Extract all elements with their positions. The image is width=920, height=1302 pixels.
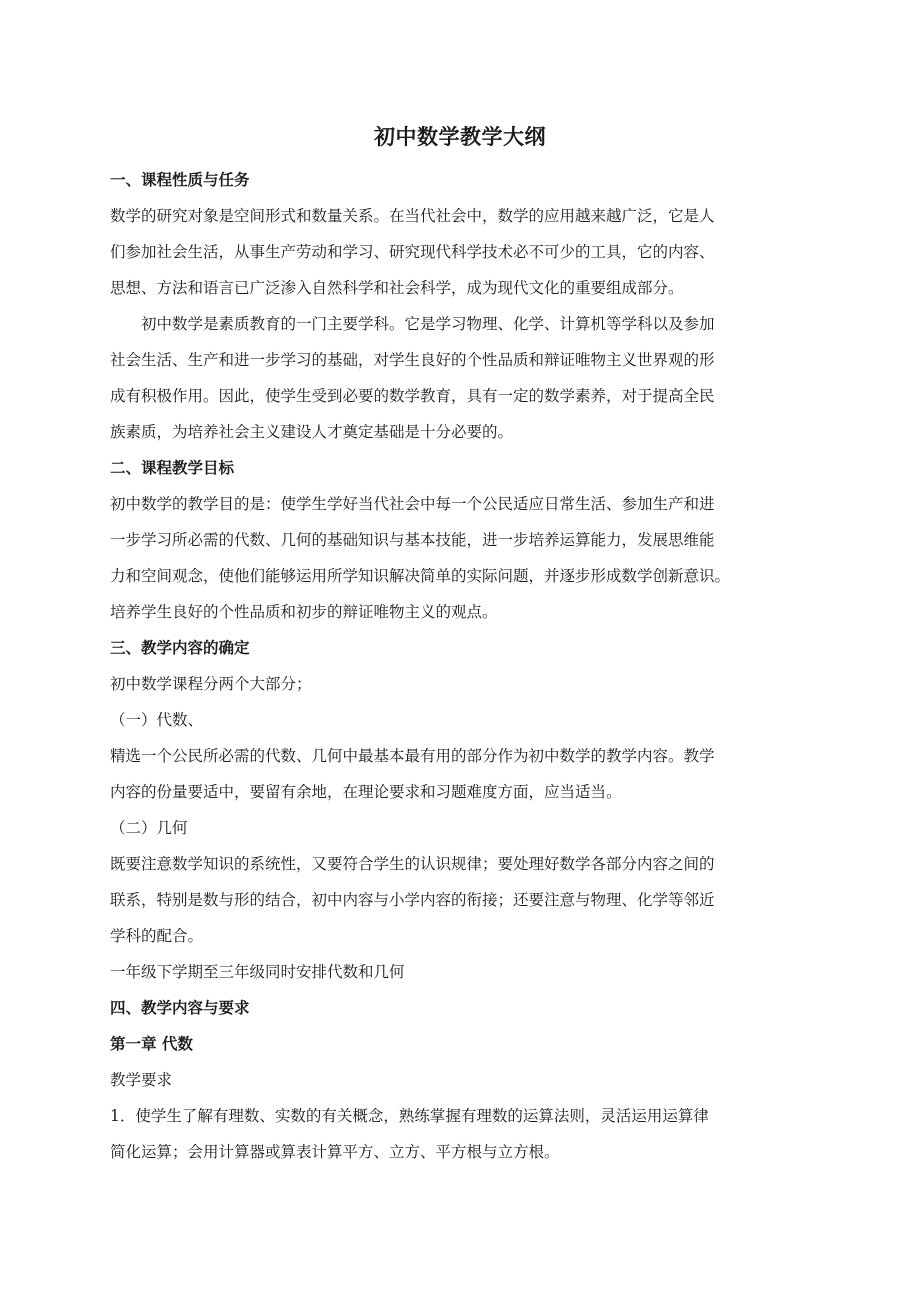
paragraph-line: 初中数学的教学目的是：使学生学好当代社会中每一个公民适应日常生活、参加生产和进 <box>110 495 715 513</box>
section-heading: 一、课程性质与任务 <box>110 171 250 189</box>
paragraph-line: 数学的研究对象是空间形式和数量关系。在当代社会中，数学的应用越来越广泛，它是人 <box>110 207 715 225</box>
paragraph-line: （一）代数、 <box>110 711 204 729</box>
paragraph-line: 学科的配合。 <box>110 927 204 945</box>
paragraph-line: 们参加社会生活，从事生产劳动和学习、研究现代科学技术必不可少的工具，它的内容、 <box>110 243 715 261</box>
paragraph-line: 精选一个公民所必需的代数、几何中最基本最有用的部分作为初中数学的教学内容。教学 <box>110 747 715 765</box>
paragraph-line: 既要注意数学知识的系统性，又要符合学生的认识规律；要处理好数学各部分内容之间的 <box>110 855 715 873</box>
section-heading: 三、教学内容的确定 <box>110 639 250 657</box>
paragraph-line: 简化运算；会用计算器或算表计算平方、立方、平方根与立方根。 <box>110 1143 560 1161</box>
paragraph-line: 成有积极作用。因此，使学生受到必要的数学教育，具有一定的数学素养，对于提高全民 <box>110 387 715 405</box>
document-title: 初中数学教学大纲 <box>374 125 546 149</box>
section-heading: 第一章 代数 <box>110 1035 193 1053</box>
section-heading: 四、教学内容与要求 <box>110 999 250 1017</box>
paragraph-line: 内容的份量要适中，要留有余地，在理论要求和习题难度方面，应当适当。 <box>110 783 622 801</box>
paragraph-line: 族素质，为培养社会主义建设人才奠定基础是十分必要的。 <box>110 423 514 441</box>
section-heading: 二、课程教学目标 <box>110 459 235 477</box>
paragraph-line: 一年级下学期至三年级同时安排代数和几何 <box>110 963 405 981</box>
paragraph-line: 一步学习所必需的代数、几何的基础知识与基本技能，进一步培养运算能力，发展思维能 <box>110 531 715 549</box>
paragraph-line: 1．使学生了解有理数、实数的有关概念，熟练掌握有理数的运算法则，灵活运用运算律 <box>110 1107 709 1125</box>
paragraph-line: 力和空间观念，使他们能够运用所学知识解决简单的实际问题，并逐步形成数学创新意识。 <box>110 567 731 585</box>
paragraph-line: 培养学生良好的个性品质和初步的辩证唯物主义的观点。 <box>110 603 498 621</box>
paragraph-line: 教学要求 <box>110 1071 173 1089</box>
paragraph-line: 社会生活、生产和进一步学习的基础，对学生良好的个性品质和辩证唯物主义世界观的形 <box>110 351 715 369</box>
paragraph-line: 初中数学课程分两个大部分； <box>110 675 312 693</box>
paragraph-line: 初中数学是素质教育的一门主要学科。它是学习物理、化学、计算机等学科以及参加 <box>141 315 715 333</box>
document-body <box>110 162 786 1170</box>
paragraph-line: （二）几何 <box>110 819 188 837</box>
paragraph-line: 联系，特别是数与形的结合，初中内容与小学内容的衔接；还要注意与物理、化学等邻近 <box>110 891 715 909</box>
paragraph-line: 思想、方法和语言已广泛渗入自然科学和社会科学，成为现代文化的重要组成部分。 <box>110 279 684 297</box>
